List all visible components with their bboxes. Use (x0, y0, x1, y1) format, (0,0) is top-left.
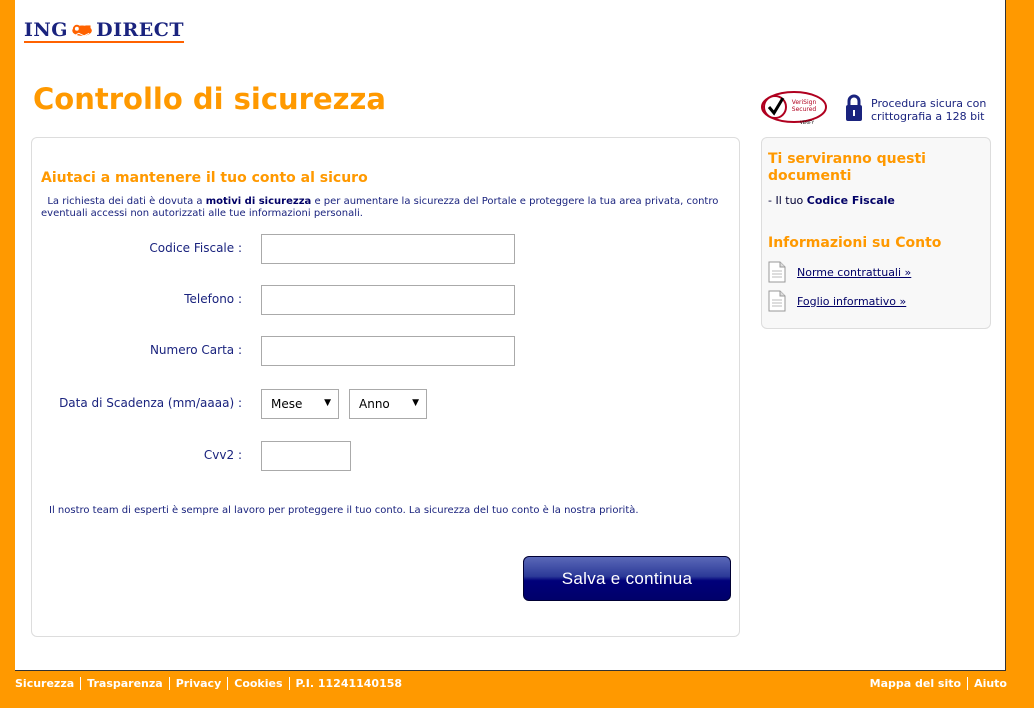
logo-underline (24, 41, 184, 43)
lion-icon (71, 19, 93, 41)
required-doc-pre: - Il tuo (768, 194, 807, 207)
doc-link-foglio[interactable] (768, 290, 906, 312)
telefono-input[interactable] (261, 285, 515, 315)
info-heading: Informazioni su Conto (768, 235, 942, 251)
ing-direct-logo[interactable] (24, 17, 184, 43)
secure-text-line-1: Procedura sicura con (871, 97, 987, 110)
verisign-badge-icon[interactable] (761, 90, 827, 126)
document-icon (768, 261, 786, 283)
chevron-down-icon: ▼ (412, 398, 419, 408)
footer-left-links (15, 677, 408, 690)
codice-fiscale-input[interactable] (261, 234, 515, 264)
row-numero-carta (32, 336, 741, 366)
form-heading: Aiutaci a mantenere il tuo conto al sicuro (41, 170, 368, 186)
svg-text:VERIFY: VERIFY (800, 120, 814, 125)
year-select-value: Anno (359, 397, 390, 411)
lock-icon (845, 93, 863, 123)
form-intro (41, 196, 731, 220)
page-container (15, 0, 1006, 671)
footer (0, 677, 1034, 693)
docs-heading-line-2: documenti (768, 168, 852, 184)
footer-link-help[interactable]: Aiuto (974, 677, 1007, 690)
footer-right-links (864, 677, 1007, 690)
chevron-down-icon: ▼ (324, 398, 331, 408)
codice-fiscale-label: Codice Fiscale : (149, 241, 242, 255)
save-continue-button[interactable]: Salva e continua (523, 556, 731, 601)
required-doc-name: Codice Fiscale (806, 194, 895, 207)
doc-link-norme[interactable] (768, 261, 911, 283)
svg-text:VeriSign: VeriSign (791, 99, 817, 106)
intro-text-bold: motivi di sicurezza (205, 196, 312, 207)
secure-text-line-2: crittografia a 128 bit (871, 110, 985, 123)
document-icon (768, 290, 786, 312)
row-data-scadenza (32, 389, 741, 419)
page-title: Controllo di sicurezza (33, 82, 386, 116)
footer-link-site-map[interactable]: Mappa del sito (864, 677, 968, 690)
svg-text:Secured: Secured (791, 106, 817, 113)
footer-link-trasparenza[interactable]: Trasparenza (81, 677, 170, 690)
data-scadenza-label: Data di Scadenza (mm/aaaa) : (59, 396, 242, 410)
docs-heading-line-1: Ti serviranno questi (768, 151, 926, 167)
intro-text-post: e per aumentare la sicurezza del Portale e proteggere la tua area privata, contro eventuali accessi non autorizzati alle tue informazioni personali. (41, 196, 719, 219)
numero-carta-input[interactable] (261, 336, 515, 366)
row-cvv2 (32, 441, 741, 471)
docs-heading (768, 151, 926, 185)
norme-contrattuali-link[interactable]: Norme contrattuali » (797, 265, 912, 279)
sidebar-panel (761, 137, 991, 329)
telefono-label: Telefono : (184, 292, 242, 306)
year-select[interactable] (349, 389, 427, 419)
security-form-panel (31, 137, 740, 637)
secure-procedure-text (871, 97, 986, 123)
row-codice-fiscale (32, 234, 741, 264)
footer-link-cookies[interactable]: Cookies (228, 677, 289, 690)
month-select-value: Mese (271, 397, 303, 411)
month-select[interactable] (261, 389, 339, 419)
row-telefono (32, 285, 741, 315)
cvv2-label: Cvv2 : (203, 448, 242, 462)
intro-text-pre: La richiesta dei dati è dovuta a (47, 196, 206, 207)
logo-text-ing: ING (24, 19, 68, 41)
footer-link-privacy[interactable]: Privacy (170, 677, 229, 690)
logo-text-direct: DIRECT (96, 19, 184, 41)
required-document (768, 194, 895, 207)
foglio-informativo-link[interactable]: Foglio informativo » (797, 294, 907, 308)
security-note: Il nostro team di esperti è sempre al lavoro per proteggere il tuo conto. La sicurezza del tuo conto è la nostra priorità. (49, 505, 639, 516)
footer-link-sicurezza[interactable]: Sicurezza (15, 677, 81, 690)
numero-carta-label: Numero Carta : (149, 343, 242, 357)
cvv2-input[interactable] (261, 441, 351, 471)
footer-vat-number: P.I. 11241140158 (295, 677, 403, 690)
